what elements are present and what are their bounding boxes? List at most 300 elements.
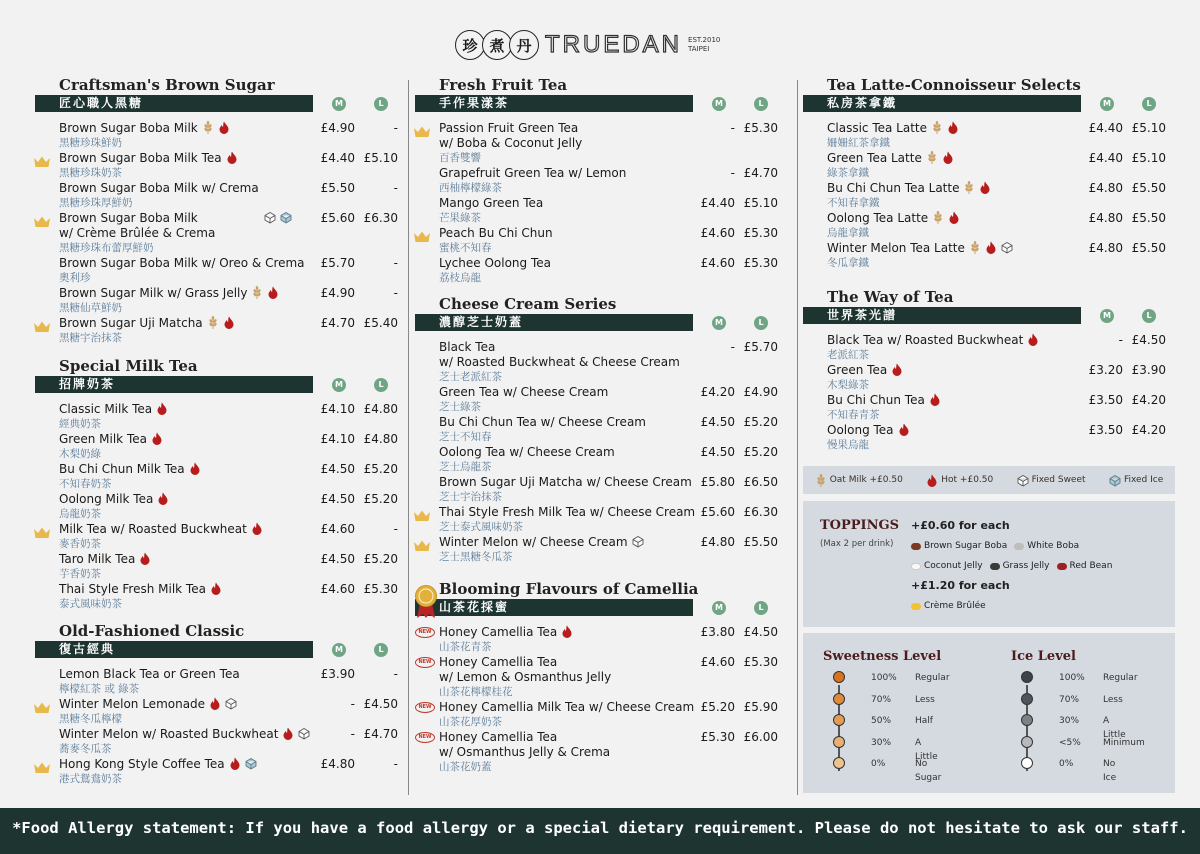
level-percent: 0% [871, 759, 886, 769]
hot-icon [223, 316, 235, 329]
price-medium: £4.20 [700, 385, 735, 399]
item-chinese-name: 蕎麥冬瓜茶 [59, 743, 112, 755]
price-large: £5.30 [743, 655, 778, 669]
price-large: £5.10 [743, 196, 778, 210]
price-large: £5.20 [363, 552, 398, 566]
price-medium: £4.50 [700, 415, 735, 429]
price-large: £5.70 [743, 340, 778, 354]
est-city: TAIPEI [688, 45, 710, 53]
section-header-bar [803, 307, 1173, 324]
column-divider [797, 80, 798, 795]
menu-item[interactable] [803, 151, 1173, 181]
menu-item[interactable] [415, 226, 785, 256]
price-large: £4.80 [363, 432, 398, 446]
topping-icon [1057, 563, 1067, 570]
item-name-text: Passion Fruit Green Tea [439, 121, 579, 135]
item-chinese-name: 黑糖仙草鮮奶 [59, 302, 122, 314]
section-header-bar [35, 641, 405, 658]
item-name-text: Classic Milk Tea [59, 402, 153, 416]
level-percent: 70% [1059, 694, 1080, 705]
item-chinese-name: 山茶花厚奶茶 [439, 716, 502, 728]
menu-item[interactable] [35, 181, 405, 211]
section-title: Tea Latte-Connoisseur Selects [827, 76, 1081, 94]
menu-item[interactable] [415, 505, 785, 535]
logo-char: 丹 [509, 30, 539, 60]
price-large: £5.10 [1131, 151, 1166, 165]
item-name-text: Taro Milk Tea [59, 552, 136, 566]
hot-icon [561, 625, 573, 638]
menu-item[interactable] [35, 667, 405, 697]
menu-item[interactable] [415, 166, 785, 196]
price-medium: £4.40 [1088, 121, 1123, 135]
hot-icon [948, 211, 960, 224]
price-large: £5.10 [363, 151, 398, 165]
menu-section [35, 357, 405, 612]
menu-item[interactable] [803, 393, 1173, 423]
price-medium: £4.50 [320, 462, 355, 476]
item-chinese-name: 芝士黑糖冬瓜茶 [439, 551, 513, 563]
item-chinese-name: 泰式風味奶茶 [59, 598, 122, 610]
legend-label: Fixed Sweet [1031, 475, 1086, 485]
level-dot-icon [833, 736, 845, 748]
level-percent: 70% [871, 694, 892, 705]
size-large-badge: L [754, 601, 768, 615]
menu-items [415, 121, 785, 286]
level-title: Sweetness Level [823, 649, 942, 664]
legend-label: Fixed Ice [1123, 475, 1164, 485]
price-medium: £3.80 [700, 625, 735, 639]
price-large: - [393, 256, 398, 270]
item-chinese-name: 蜜桃不知春 [439, 242, 492, 254]
item-name-text: Winter Melon w/ Roasted Buckwheat [59, 727, 279, 741]
legend-item [815, 474, 903, 487]
item-chinese-name: 檸檬紅茶 或 綠茶 [59, 683, 140, 695]
item-name-text: Honey Camellia Milk Tea w/ Cheese Cream [439, 700, 695, 714]
hot-icon [979, 181, 991, 194]
section-header-bar [415, 599, 785, 616]
menu-items [803, 333, 1173, 453]
topping-name: Grass Jelly [1002, 561, 1050, 571]
item-name-text: Brown Sugar Uji Matcha [59, 316, 203, 330]
section-header-bar [803, 95, 1173, 112]
item-name-text: Oolong Tea [827, 423, 894, 437]
price-medium: £5.60 [700, 505, 735, 519]
price-medium: £4.50 [320, 492, 355, 506]
ice-icon [245, 757, 257, 770]
menu-item[interactable] [415, 445, 785, 475]
menu-item[interactable] [415, 700, 785, 730]
level-dot-icon [833, 671, 845, 683]
item-chinese-name: 芒果綠茶 [439, 212, 481, 224]
menu-item[interactable] [415, 655, 785, 700]
item-chinese-name: 山茶花檸檬桂花 [439, 686, 513, 698]
price-medium: £4.80 [1088, 181, 1123, 195]
ice-level [1011, 649, 1145, 783]
menu-item[interactable] [415, 535, 785, 565]
hot-icon [218, 121, 230, 134]
item-name-text: Oolong Tea Latte [827, 211, 929, 225]
menu-item[interactable] [415, 121, 785, 166]
menu-item[interactable] [35, 522, 405, 552]
hot-icon [947, 121, 959, 134]
menu-item[interactable] [35, 256, 405, 286]
topping-icon [911, 543, 921, 550]
menu-item[interactable] [35, 316, 405, 346]
menu-item[interactable] [415, 415, 785, 445]
toppings-subtitle: (Max 2 per drink) [820, 539, 894, 549]
price-large: £4.90 [743, 385, 778, 399]
price-medium: £3.90 [320, 667, 355, 681]
item-chinese-name: 港式鴛鴦奶茶 [59, 773, 122, 785]
price-large: £5.50 [1131, 211, 1166, 225]
price-large: £5.40 [363, 316, 398, 330]
menu-items [415, 625, 785, 775]
menu-item[interactable] [35, 151, 405, 181]
price-large: - [393, 181, 398, 195]
price-large: - [393, 121, 398, 135]
item-name-text: Green Tea w/ Cheese Cream [439, 385, 609, 399]
item-name-text: Bu Chi Chun Milk Tea [59, 462, 185, 476]
price-medium: £5.50 [320, 181, 355, 195]
price-large: £4.50 [363, 697, 398, 711]
topping-price: +£1.20 for each [911, 579, 1010, 592]
menu-item[interactable] [415, 475, 785, 505]
level-row [823, 693, 941, 715]
level-dot-icon [833, 693, 845, 705]
menu-section [415, 76, 785, 286]
item-name-text: Bu Chi Chun Tea w/ Cheese Cream [439, 415, 646, 429]
level-label: Less [1103, 694, 1123, 705]
sweet-icon [264, 211, 276, 224]
price-medium: £4.60 [320, 522, 355, 536]
item-name-text: Green Tea Latte [827, 151, 922, 165]
item-chinese-name: 綠茶拿鐵 [827, 167, 869, 179]
truedan-logo [458, 30, 720, 60]
menu-item[interactable] [35, 552, 405, 582]
level-dot-icon [1021, 714, 1033, 726]
topping-price: +£0.60 for each [911, 519, 1010, 532]
oat-icon [932, 211, 944, 224]
section-chinese-title: 招牌奶茶 [35, 376, 313, 393]
menu-item[interactable] [415, 625, 785, 655]
price-large: £5.10 [1131, 121, 1166, 135]
medal-icon [414, 585, 438, 623]
item-chinese-name: 芝士烏龍茶 [439, 461, 492, 473]
price-medium: £5.20 [700, 700, 735, 714]
section-header-bar [415, 95, 785, 112]
item-chinese-name: 芝士泰式風味奶茶 [439, 521, 523, 533]
level-row [1011, 757, 1117, 783]
item-chinese-name: 烏龍拿鐵 [827, 227, 869, 239]
section-chinese-title: 私房茶拿鐵 [803, 95, 1081, 112]
level-label: Regular [1103, 673, 1138, 683]
size-large-badge: L [1142, 309, 1156, 323]
price-medium: £4.50 [700, 445, 735, 459]
menu-items [35, 667, 405, 787]
level-label: Regular [915, 673, 950, 683]
item-name-text: Honey Camellia Tea [439, 655, 558, 669]
hot-icon [157, 492, 169, 505]
price-medium: £4.80 [1088, 241, 1123, 255]
menu-item[interactable] [803, 333, 1173, 363]
crown-icon [33, 759, 51, 771]
menu-item[interactable] [35, 462, 405, 492]
level-dot-icon [1021, 693, 1033, 705]
price-large: £4.20 [1131, 393, 1166, 407]
level-label: No Ice [1103, 759, 1117, 783]
menu-item[interactable] [803, 121, 1173, 151]
menu-item[interactable] [803, 181, 1173, 211]
crown-icon [413, 537, 431, 549]
item-name-text: w/ Boba & Coconut Jelly [439, 136, 583, 150]
oat-icon [207, 316, 219, 329]
item-name-text: Brown Sugar Boba Milk w/ Oreo & Crema [59, 256, 305, 270]
crown-icon [413, 123, 431, 135]
legend-item [1017, 474, 1086, 487]
hot-icon [926, 474, 938, 487]
section-title: Special Milk Tea [59, 357, 198, 375]
section-title: Craftsman's Brown Sugar [59, 76, 275, 94]
item-chinese-name: 不知春奶茶 [59, 478, 112, 490]
section-header-bar [35, 376, 405, 393]
size-large-badge: L [754, 316, 768, 330]
price-medium: £3.50 [1088, 423, 1123, 437]
item-chinese-name: 荔枝烏龍 [439, 272, 481, 284]
item-chinese-name: 老派紅茶 [827, 349, 869, 361]
menu-item[interactable] [415, 730, 785, 775]
level-dot-icon [1021, 671, 1033, 683]
level-label: A Little [1103, 716, 1126, 740]
price-medium: £4.90 [320, 286, 355, 300]
crown-icon [413, 228, 431, 240]
size-large-badge: L [374, 378, 388, 392]
sweet-icon [225, 697, 237, 710]
price-medium: £4.90 [320, 121, 355, 135]
item-name-text: Bu Chi Chun Tea [827, 393, 925, 407]
item-name-text: w/ Roasted Buckwheat & Cheese Cream [439, 355, 680, 369]
menu-items [415, 340, 785, 565]
level-percent: <5% [1059, 737, 1081, 748]
menu-item[interactable] [35, 121, 405, 151]
price-large: £5.20 [743, 445, 778, 459]
oat-icon [202, 121, 214, 134]
menu-section [35, 622, 405, 787]
menu-item[interactable] [803, 423, 1173, 453]
toppings-title: TOPPINGS [820, 518, 900, 533]
price-large: - [393, 522, 398, 536]
price-large: £5.90 [743, 700, 778, 714]
level-row [823, 736, 941, 762]
item-chinese-name: 山茶花青茶 [439, 641, 492, 653]
menu-section [415, 580, 785, 775]
brand-name: TRUEDAN [545, 31, 683, 58]
logo-seal [458, 30, 539, 60]
price-large: £5.50 [743, 535, 778, 549]
item-name-text: Oolong Milk Tea [59, 492, 154, 506]
menu-item[interactable] [35, 402, 405, 432]
crown-icon [33, 524, 51, 536]
item-name-text: Black Tea [439, 340, 496, 354]
item-chinese-name: 不知春拿鐵 [827, 197, 880, 209]
item-name-text: Grapefruit Green Tea w/ Lemon [439, 166, 627, 180]
menu-item[interactable] [35, 432, 405, 462]
price-large: - [393, 286, 398, 300]
hot-icon [891, 363, 903, 376]
level-label: A Little [915, 737, 938, 762]
level-row [823, 757, 942, 783]
item-chinese-name: 麥香奶茶 [59, 538, 101, 550]
price-medium: - [1118, 333, 1123, 347]
menu-item[interactable] [35, 582, 405, 612]
level-title: Ice Level [1011, 649, 1076, 664]
item-name-text: Thai Style Fresh Milk Tea [59, 582, 206, 596]
price-large: £5.20 [363, 462, 398, 476]
price-large: £5.30 [743, 121, 778, 135]
item-name-text: Brown Sugar Boba Milk [59, 211, 198, 225]
item-chinese-name: 冬瓜拿鐵 [827, 257, 869, 269]
section-title: Cheese Cream Series [439, 295, 617, 313]
price-medium: £4.10 [320, 402, 355, 416]
column-divider [408, 80, 409, 795]
brand-est [688, 36, 720, 54]
level-row [1011, 671, 1138, 693]
menu-item[interactable] [35, 697, 405, 727]
item-name [439, 355, 785, 370]
topping-icon [990, 563, 1000, 570]
menu-item[interactable] [35, 757, 405, 787]
menu-item[interactable] [35, 211, 405, 256]
price-large: £5.30 [743, 226, 778, 240]
hot-icon [151, 432, 163, 445]
price-medium: £5.60 [320, 211, 355, 225]
item-chinese-name: 烏龍奶茶 [59, 508, 101, 520]
section-title: Old-Fashioned Classic [59, 622, 245, 640]
new-badge: NEW [415, 702, 435, 713]
level-label: Minimum [1103, 737, 1145, 748]
topping-name: Coconut Jelly [924, 561, 983, 571]
level-label: No Sugar [915, 759, 942, 783]
crown-icon [33, 699, 51, 711]
topping-row [911, 556, 1116, 576]
price-medium: £4.10 [320, 432, 355, 446]
item-chinese-name: 黑糖珍珠鮮奶 [59, 137, 122, 149]
level-dot-icon [1021, 736, 1033, 748]
menu-item[interactable] [803, 363, 1173, 393]
item-name-text: Mango Green Tea [439, 196, 544, 210]
level-percent: 30% [871, 737, 892, 748]
menu-section [803, 76, 1173, 271]
item-chinese-name: 西柚檸檬綠茶 [439, 182, 502, 194]
price-medium: £4.40 [320, 151, 355, 165]
menu-item[interactable] [35, 286, 405, 316]
size-medium-badge: M [712, 316, 726, 330]
menu-item[interactable] [415, 340, 785, 385]
level-percent: 30% [1059, 716, 1080, 726]
price-large: £6.00 [743, 730, 778, 744]
est-year: EST.2010 [688, 36, 721, 44]
price-large: £4.70 [743, 166, 778, 180]
menu-item[interactable] [803, 211, 1173, 241]
menu-item[interactable] [415, 196, 785, 226]
menu-section [35, 76, 405, 346]
item-chinese-name: 芋香奶茶 [59, 568, 101, 580]
ice-icon [1109, 474, 1121, 487]
menu-item[interactable] [35, 727, 405, 757]
size-medium-badge: M [1100, 97, 1114, 111]
hot-icon [139, 552, 151, 565]
size-medium-badge: M [332, 643, 346, 657]
oat-icon [251, 286, 263, 299]
level-dot-icon [833, 757, 845, 769]
oat-icon [931, 121, 943, 134]
price-medium: £4.80 [700, 535, 735, 549]
legend-item [926, 474, 993, 487]
item-chinese-name: 木梨奶綠 [59, 448, 101, 460]
size-large-badge: L [754, 97, 768, 111]
toppings-list [911, 516, 1116, 616]
item-name-text: Lychee Oolong Tea [439, 256, 551, 270]
topping-name: Red Bean [1069, 561, 1113, 571]
hot-icon [898, 423, 910, 436]
menu-item[interactable] [415, 256, 785, 286]
menu-item[interactable] [803, 241, 1173, 271]
item-name [439, 136, 785, 151]
price-large: - [393, 667, 398, 681]
price-medium: - [350, 697, 355, 711]
size-large-badge: L [1142, 97, 1156, 111]
legend-item [1109, 474, 1163, 487]
sweet-icon [1001, 241, 1013, 254]
size-medium-badge: M [1100, 309, 1114, 323]
hot-icon [251, 522, 263, 535]
price-medium: £4.60 [700, 655, 735, 669]
item-chinese-name: 黑糖珍珠布蕾厚鮮奶 [59, 242, 154, 254]
item-name [439, 670, 785, 685]
crown-icon [33, 153, 51, 165]
price-medium: £5.70 [320, 256, 355, 270]
item-name-text: Brown Sugar Boba Milk [59, 121, 198, 135]
topping-icon [911, 603, 921, 610]
item-chinese-name: 山茶花奶蓋 [439, 761, 492, 773]
price-large: £6.30 [743, 505, 778, 519]
menu-items [803, 121, 1173, 271]
item-name-text: Brown Sugar Uji Matcha w/ Cheese Cream [439, 475, 692, 489]
hot-icon [929, 393, 941, 406]
item-chinese-name: 芝士老派紅茶 [439, 371, 502, 383]
size-large-badge: L [374, 643, 388, 657]
price-large: - [393, 757, 398, 771]
menu-item[interactable] [35, 492, 405, 522]
legend-label: Hot +£0.50 [941, 475, 994, 485]
price-large: £4.50 [1131, 333, 1166, 347]
item-name-text: w/ Osmanthus Jelly & Crema [439, 745, 611, 759]
price-medium: £5.80 [700, 475, 735, 489]
icon-legend [803, 466, 1175, 494]
level-dot-icon [833, 714, 845, 726]
size-medium-badge: M [332, 378, 346, 392]
level-percent: 100% [871, 673, 897, 683]
ice-icon [280, 211, 292, 224]
section-title: Fresh Fruit Tea [439, 76, 568, 94]
section-chinese-title: 手作果漾茶 [415, 95, 693, 112]
hot-icon [229, 757, 241, 770]
item-name-text: Hong Kong Style Coffee Tea [59, 757, 225, 771]
item-chinese-name: 奧利珍 [59, 272, 91, 284]
item-chinese-name: 經典奶茶 [59, 418, 101, 430]
menu-item[interactable] [415, 385, 785, 415]
level-row [823, 671, 950, 693]
item-name-text: Thai Style Fresh Milk Tea w/ Cheese Cream [439, 505, 696, 519]
